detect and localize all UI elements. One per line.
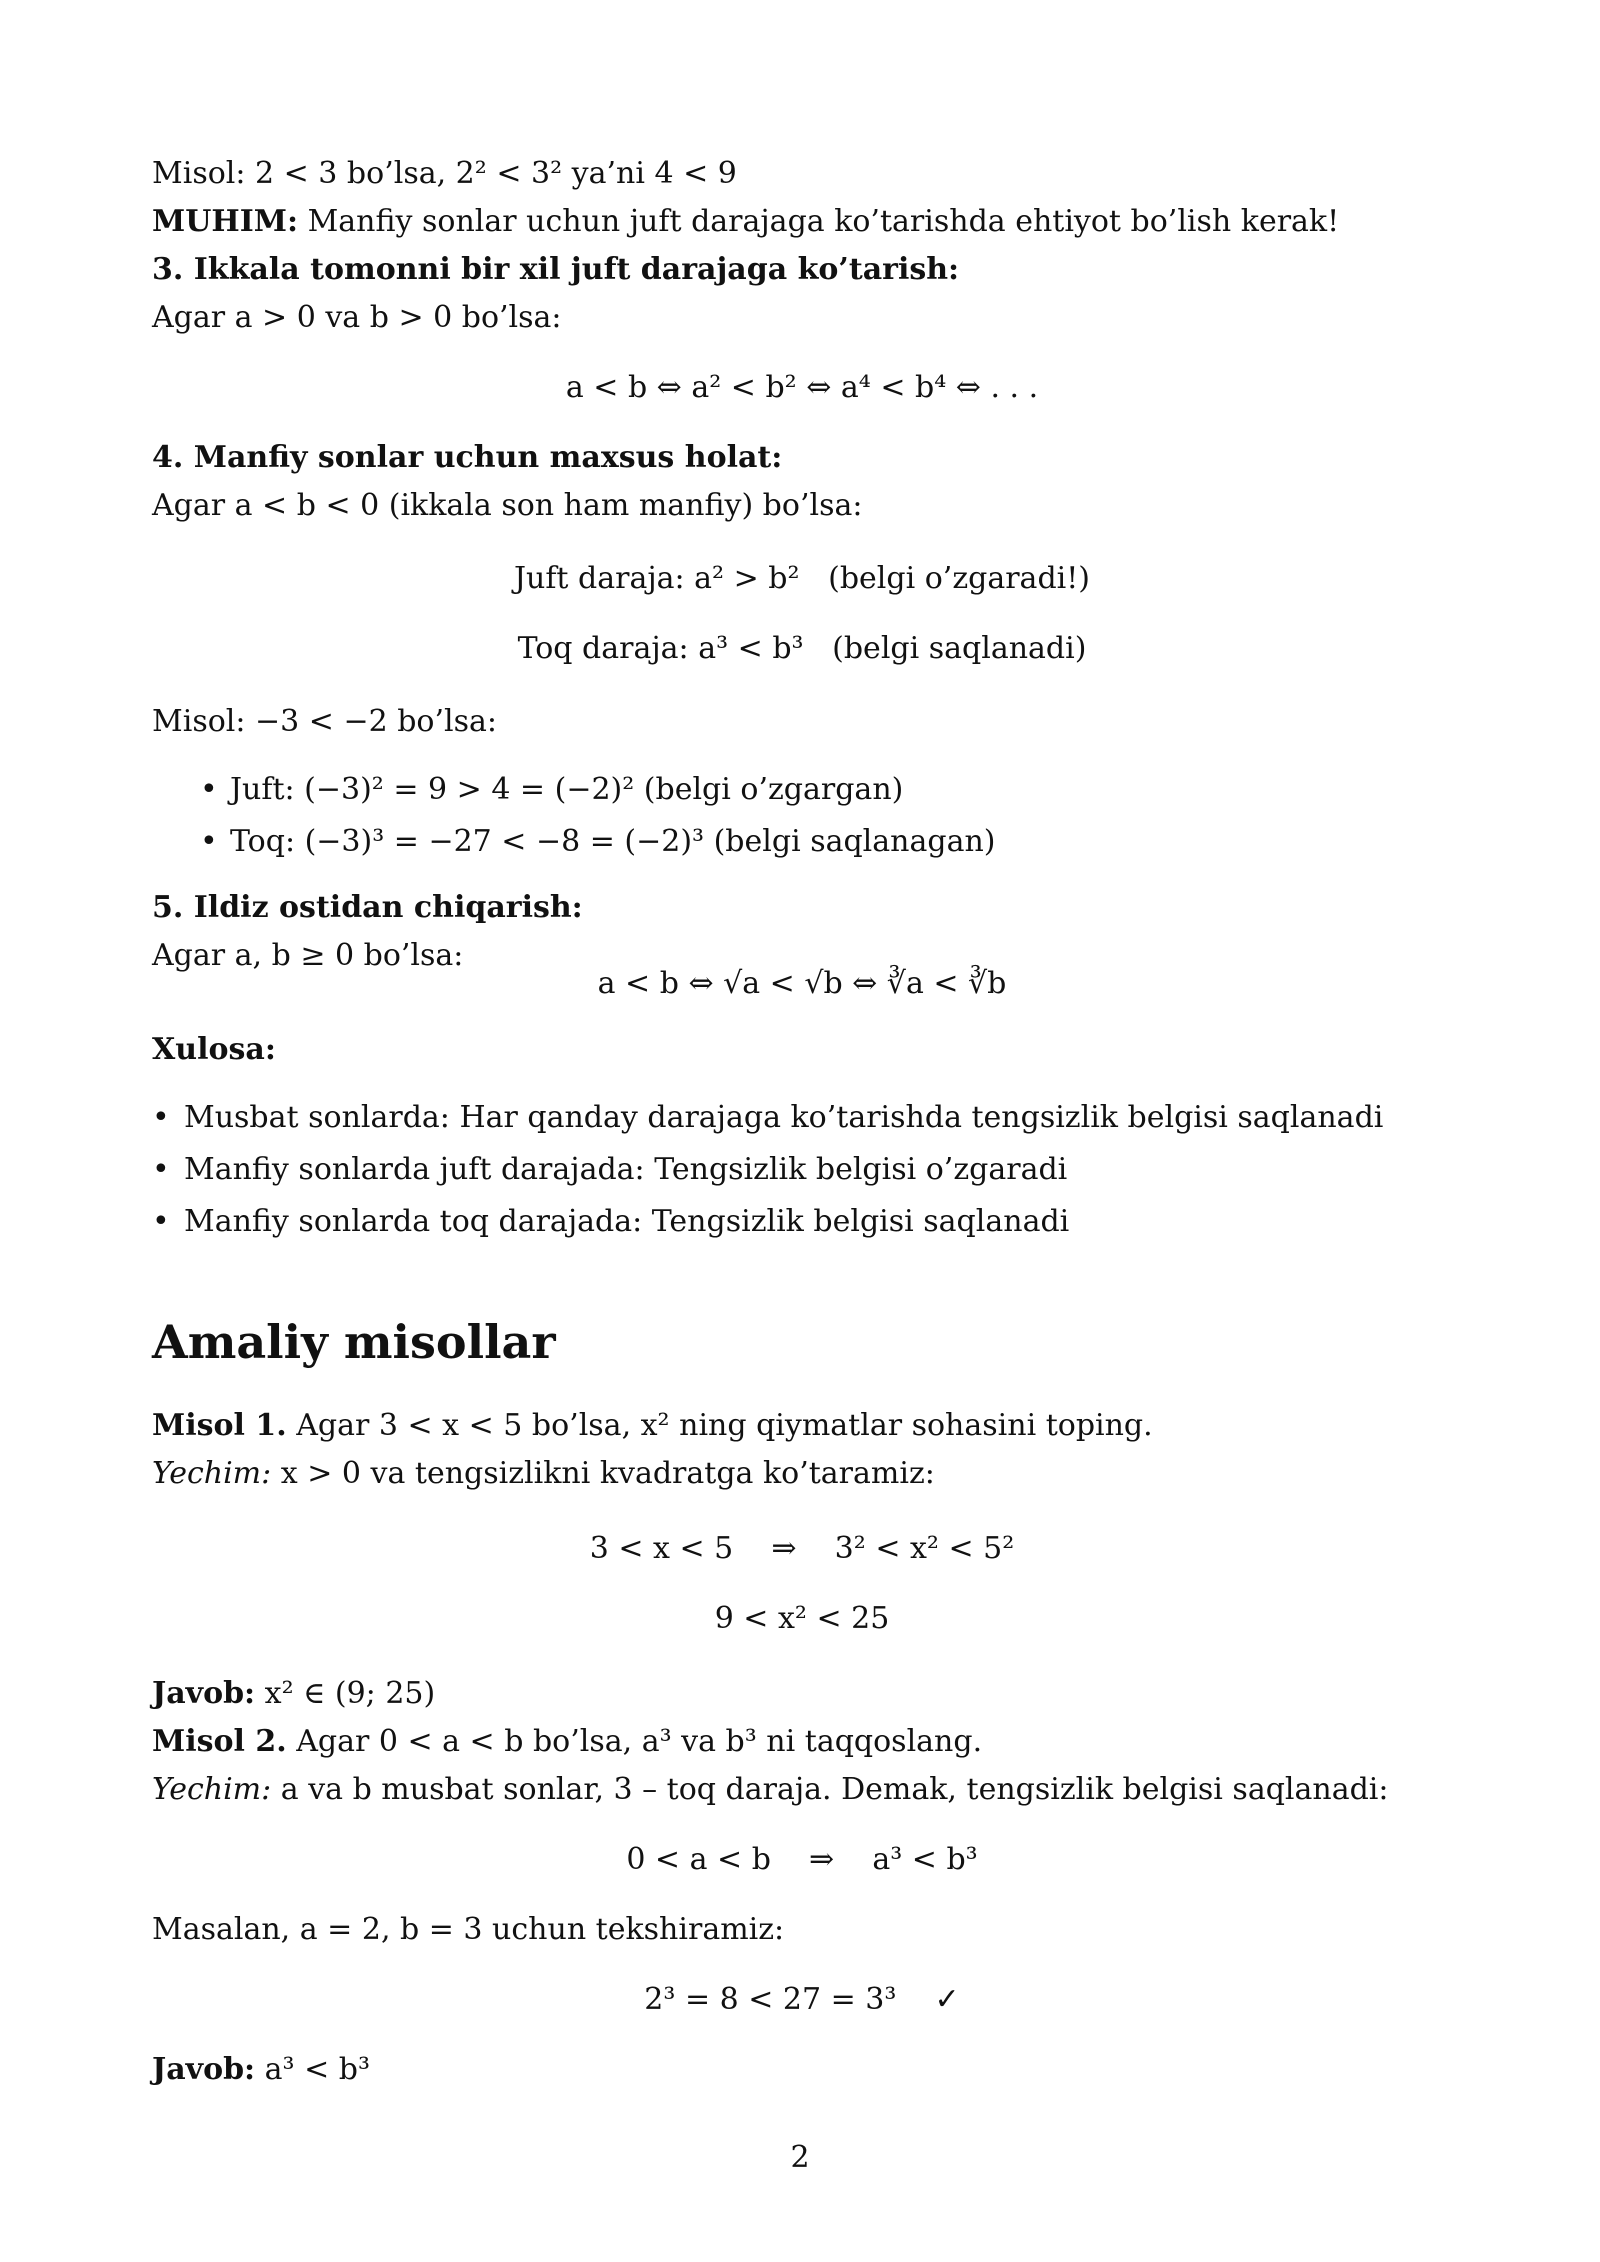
condition-5: Agar a, b ≥ 0 bo’lsa:	[152, 938, 464, 973]
answer-1	[152, 1670, 1452, 1718]
answer-2	[152, 2046, 1452, 2094]
list-item: • Toq: (−3)³ = −27 < −8 = (−2)³ (belgi saqlanagan)	[152, 816, 1452, 868]
list-item: • Musbat sonlarda: Har qanday darajaga ko’tarishda tengsizlik belgisi saqlanadi	[152, 1092, 1452, 1144]
list-item: • Manfiy sonlarda toq darajada: Tengsizlik belgisi saqlanadi	[152, 1196, 1452, 1248]
example-2-text: Agar 0 < a < b bo’lsa, a³ va b³ ni taqqoslang.	[286, 1724, 983, 1759]
example-line: Misol: 2 < 3 bo’lsa, 2² < 3² ya’ni 4 < 9	[152, 156, 737, 191]
equation-5: a < b ⇔ √a < √b ⇔ ∛a < ∛b	[597, 966, 1007, 1001]
example-2-label: Misol 2.	[152, 1724, 287, 1759]
summary-heading: Xulosa:	[152, 1032, 276, 1067]
check-line: Masalan, a = 2, b = 3 uchun tekshiramiz:	[152, 1912, 785, 1947]
solution-1-text: x > 0 va tengsizlikni kvadratga ko’taramiz:	[271, 1456, 935, 1491]
page-number: 2	[790, 2140, 810, 2175]
example-4: Misol: −3 < −2 bo’lsa:	[152, 704, 497, 739]
example-1	[152, 1402, 1452, 1450]
answer-1-label: Javob:	[152, 1676, 256, 1711]
heading-4: 4. Manfiy sonlar uchun maxsus holat:	[152, 440, 783, 475]
equation-m1a: 3 < x < 5 ⇒ 3² < x² < 5²	[589, 1531, 1015, 1566]
example-1-label: Misol 1.	[152, 1408, 287, 1443]
equation-m2b: 2³ = 8 < 27 = 3³ ✓	[644, 1982, 960, 2017]
condition-3: Agar a > 0 va b > 0 bo’lsa:	[152, 300, 562, 335]
solution-1	[152, 1450, 1452, 1498]
solution-2-text: a va b musbat sonlar, 3 – toq daraja. Demak, tengsizlik belgisi saqlanadi:	[271, 1772, 1389, 1807]
equation-m1b: 9 < x² < 25	[714, 1601, 890, 1636]
solution-2	[152, 1766, 1452, 1814]
answer-2-label: Javob:	[152, 2052, 256, 2087]
example-2	[152, 1718, 1452, 1766]
important-note	[152, 198, 1452, 246]
example-1-text: Agar 3 < x < 5 bo’lsa, x² ning qiymatlar sohasini toping.	[286, 1408, 1153, 1443]
heading-3: 3. Ikkala tomonni bir xil juft darajaga ko’tarish:	[152, 252, 960, 287]
important-text: Manfiy sonlar uchun juft darajaga ko’tarishda ehtiyot bo’lish kerak!	[298, 204, 1340, 239]
example-4-list	[152, 764, 1452, 868]
list-item: • Manfiy sonlarda juft darajada: Tengsizlik belgisi o’zgaradi	[152, 1144, 1452, 1196]
equation-3: a < b ⇔ a² < b² ⇔ a⁴ < b⁴ ⇔ . . .	[565, 370, 1039, 405]
solution-2-label: Yechim:	[152, 1772, 272, 1807]
answer-1-text: x² ∈ (9; 25)	[255, 1676, 436, 1711]
equation-4-even: Juft daraja: a² > b² (belgi o’zgaradi!)	[513, 561, 1091, 596]
answer-2-text: a³ < b³	[255, 2052, 371, 2087]
list-item: • Juft: (−3)² = 9 > 4 = (−2)² (belgi o’zgargan)	[152, 764, 1452, 816]
condition-4: Agar a < b < 0 (ikkala son ham manfiy) bo’lsa:	[152, 488, 863, 523]
important-label: MUHIM:	[152, 204, 299, 239]
equation-m2: 0 < a < b ⇒ a³ < b³	[626, 1842, 978, 1877]
solution-1-label: Yechim:	[152, 1456, 272, 1491]
section-title: Amaliy misollar	[152, 1315, 556, 1369]
heading-5: 5. Ildiz ostidan chiqarish:	[152, 890, 583, 925]
document-page	[152, 150, 1452, 2094]
summary-list	[152, 1092, 1452, 1248]
equation-4-odd: Toq daraja: a³ < b³ (belgi saqlanadi)	[517, 631, 1087, 666]
